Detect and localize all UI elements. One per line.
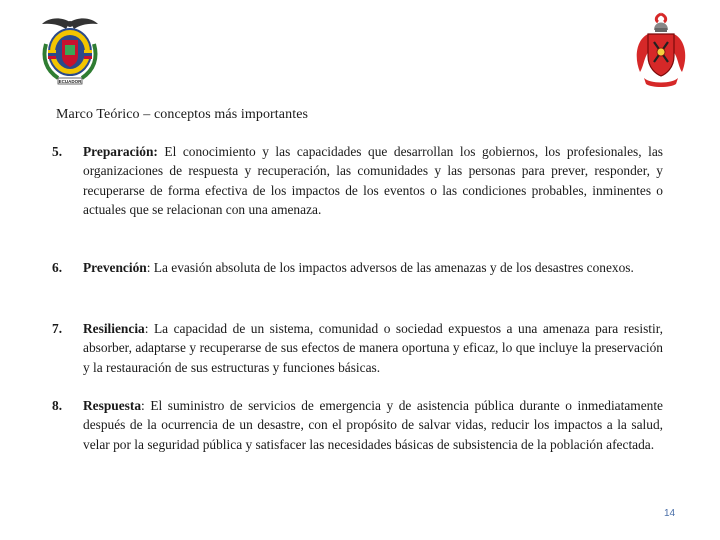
item-term: Preparación: xyxy=(83,144,158,159)
item-term: Prevención xyxy=(83,260,147,275)
item-text: : El suministro de servicios de emergencia y de asistencia pública durante o inmediatamente después de la ocurrencia de un desastre, con el propósito de salvar vidas, reducir los impactos a la salud, velar por la seguridad pública y satisfacer las necesidades básicas de subsistencia de la población afectada. xyxy=(83,398,663,452)
item-number: 5. xyxy=(52,144,63,159)
section-heading: Marco Teórico – conceptos más importantes xyxy=(56,107,309,122)
list-item xyxy=(52,142,663,238)
list-item xyxy=(52,258,663,298)
page-number: 14 xyxy=(664,508,676,519)
item-number: 7. xyxy=(52,321,63,336)
list-item xyxy=(52,319,663,377)
concepts-list xyxy=(52,142,663,454)
item-text: : La capacidad de un sistema, comunidad o sociedad expuestos a una amenaza para resistir, absorber, adaptarse y recuperarse de sus efectos de manera oportuna y eficaz, lo que incluye la preservación y la restauración de sus estructuras y funciones básicas. xyxy=(83,321,663,375)
item-term: Respuesta xyxy=(83,398,142,413)
university-seal-icon xyxy=(36,14,104,90)
item-text: : La evasión absoluta de los impactos adversos de las amenazas y de los desastres conexos. xyxy=(146,260,634,275)
item-text: El conocimiento y las capacidades que desarrollan los gobiernos, los profesionales, las organizaciones de respuesta y recuperación, las comunidades y las personas para prever, responder, y recuperarse de forma efectiva de los impactos de los eventos o las condiciones probables, inminentes o actuales que se relacionan con una amenaza. xyxy=(83,144,663,218)
item-number: 6. xyxy=(52,260,63,275)
item-number: 8. xyxy=(52,398,63,413)
military-crest-icon xyxy=(630,10,692,90)
item-term: Resiliencia xyxy=(83,321,145,336)
svg-text:ECUADOR: ECUADOR xyxy=(58,79,82,84)
list-item xyxy=(52,396,663,454)
